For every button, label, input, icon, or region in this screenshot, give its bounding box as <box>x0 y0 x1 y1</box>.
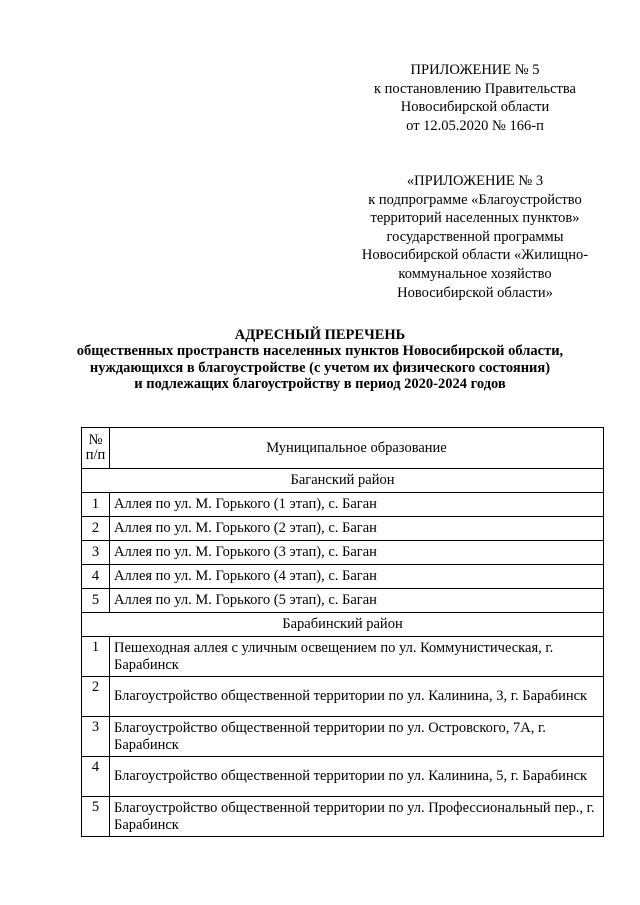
table-row <box>82 541 604 565</box>
district-name: Баганский район <box>82 469 604 493</box>
appendix-3-line: Новосибирской области» <box>397 284 553 301</box>
appendix-5-line: к постановлению Правительства <box>374 80 576 97</box>
table-header-row <box>82 428 604 469</box>
row-text: Пешеходная аллея с уличным освещением по ул. Коммунистическая, г. Барабинск <box>110 637 604 677</box>
title-line: общественных пространств населенных пунктов Новосибирской области, <box>76 343 564 360</box>
row-text: Благоустройство общественной территории по ул. Островского, 7А, г. Барабинск <box>110 717 604 757</box>
document-title <box>40 327 600 393</box>
title-line: и подлежащих благоустройству в период 2020-2024 годов <box>134 376 506 393</box>
row-text: Аллея по ул. М. Горького (3 этап), с. Баган <box>110 541 604 565</box>
row-num: 5 <box>82 589 110 613</box>
table-row <box>82 797 604 837</box>
row-num: 2 <box>82 677 110 717</box>
row-text: Благоустройство общественной территории по ул. Калинина, 5, г. Барабинск <box>110 757 604 797</box>
appendix-3-line: коммунальное хозяйство <box>398 265 552 282</box>
header-name-cell: Муниципальное образование <box>110 428 604 469</box>
district-row <box>82 469 604 493</box>
row-num: 3 <box>82 541 110 565</box>
appendix-3-line: Новосибирской области «Жилищно- <box>361 247 589 264</box>
table-row <box>82 589 604 613</box>
row-text: Благоустройство общественной территории по ул. Профессиональный пер., г. Барабинск <box>110 797 604 837</box>
appendix-3-line: государственной программы <box>386 228 564 245</box>
appendix-5-line: от 12.05.2020 № 166-п <box>406 117 544 134</box>
appendix-3-line: к подпрограмме «Благоустройство <box>368 191 582 208</box>
title-line: АДРЕСНЫЙ ПЕРЕЧЕНЬ <box>234 327 406 343</box>
appendix-3-heading <box>330 172 620 302</box>
appendix-5-heading <box>330 61 620 135</box>
table-row <box>82 517 604 541</box>
row-text: Аллея по ул. М. Горького (4 этап), с. Баган <box>110 565 604 589</box>
row-num: 5 <box>82 797 110 837</box>
appendix-5-line: ПРИЛОЖЕНИЕ № 5 <box>410 62 540 78</box>
row-text: Аллея по ул. М. Горького (5 этап), с. Баган <box>110 589 604 613</box>
row-text: Благоустройство общественной территории по ул. Калинина, 3, г. Барабинск <box>110 677 604 717</box>
row-num: 4 <box>82 565 110 589</box>
table-row <box>82 757 604 797</box>
title-line: нуждающихся в благоустройстве (с учетом их физического состояния) <box>89 359 551 376</box>
header-num-cell: № п/п <box>82 428 110 469</box>
row-num: 2 <box>82 517 110 541</box>
address-list-table <box>81 427 604 837</box>
table-row <box>82 493 604 517</box>
district-row <box>82 613 604 637</box>
table-row <box>82 717 604 757</box>
appendix-3-line: территорий населенных пунктов» <box>370 210 580 227</box>
table-row <box>82 565 604 589</box>
table-row <box>82 677 604 717</box>
row-num: 1 <box>82 493 110 517</box>
row-num: 3 <box>82 717 110 757</box>
appendix-3-line: «ПРИЛОЖЕНИЕ № 3 <box>406 173 544 189</box>
row-num: 1 <box>82 637 110 677</box>
appendix-5-line: Новосибирской области <box>400 99 550 116</box>
district-name: Барабинский район <box>82 613 604 637</box>
row-text: Аллея по ул. М. Горького (1 этап), с. Баган <box>110 493 604 517</box>
row-text: Аллея по ул. М. Горького (2 этап), с. Баган <box>110 517 604 541</box>
table-row <box>82 637 604 677</box>
row-num: 4 <box>82 757 110 797</box>
